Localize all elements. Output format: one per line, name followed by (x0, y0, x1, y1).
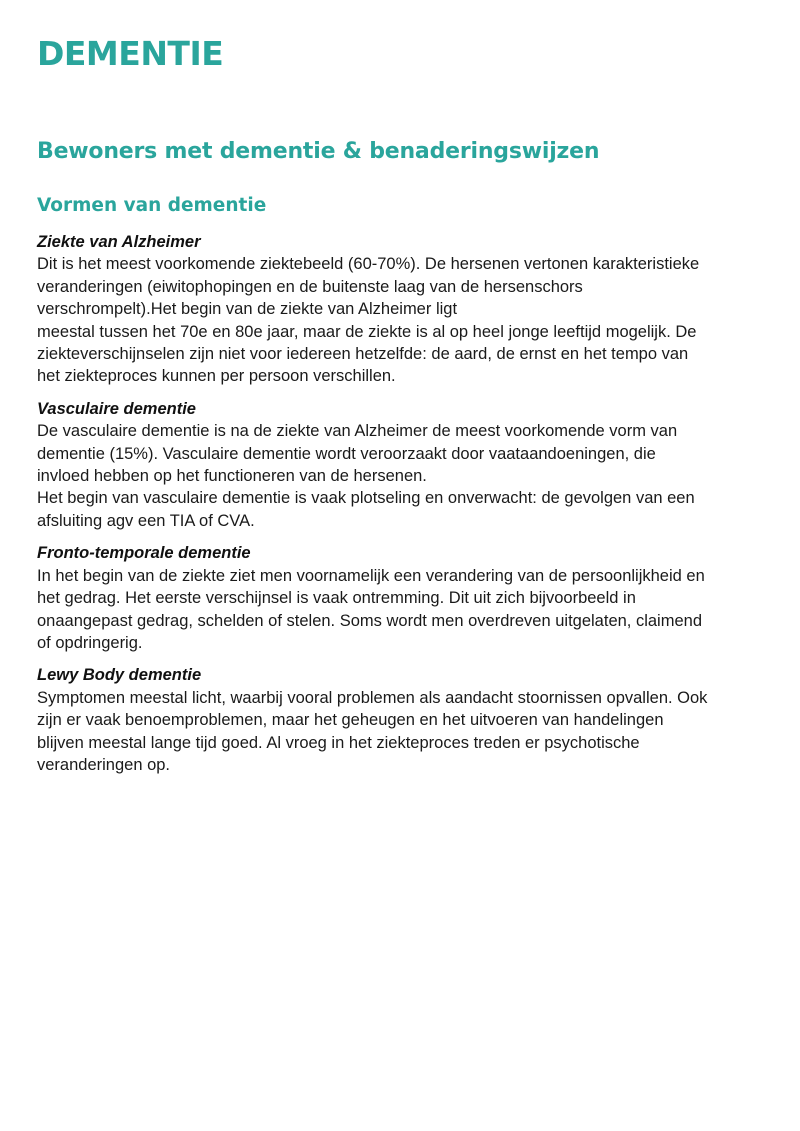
subsection-title: Vormen van dementie (37, 195, 267, 216)
paragraph-line: veranderingen (eiwitophopingen en de buitenste laag van de hersenschors (37, 277, 583, 296)
paragraph-line: verschrompelt).Het begin van de ziekte van Alzheimer ligt (37, 300, 458, 319)
paragraph-line: dementie (15%). Vasculaire dementie wordt veroorzaakt door vaataandoeningen, die (37, 444, 656, 463)
block-heading: Lewy Body dementie (37, 666, 202, 685)
block-vasculaire (37, 398, 767, 532)
paragraph-line: meestal tussen het 70e en 80e jaar, maar de ziekte is al op heel jonge leeftijd mogelijk. De (37, 322, 697, 341)
block-heading: Ziekte van Alzheimer (37, 233, 201, 251)
paragraph-line: of opdringerig. (37, 633, 143, 652)
paragraph-line: afsluiting agv een TIA of CVA. (37, 511, 255, 530)
block-heading: Fronto-temporale dementie (37, 544, 251, 563)
paragraph-line: onaangepast gedrag, schelden of stelen. Soms wordt men overdreven uitgelaten, claimend (37, 611, 702, 630)
paragraph-line: Het begin van vasculaire dementie is vaak plotseling en onverwacht: de gevolgen van een (37, 489, 695, 508)
block-fronto-temporale (37, 542, 767, 654)
paragraph-line: ziekteverschijnselen zijn niet voor iedereen hetzelfde: de aard, de ernst en het tempo van (37, 345, 689, 364)
content-body (37, 231, 767, 786)
block-heading: Vasculaire dementie (37, 399, 196, 418)
paragraph-line: invloed hebben op het functioneren van de hersenen. (37, 467, 427, 486)
paragraph-line: veranderingen op. (37, 755, 171, 774)
paragraph-line: Dit is het meest voorkomende ziektebeeld (60-70%). De hersenen vertonen karakteristieke (37, 255, 700, 274)
paragraph-line: blijven meestal lange tijd goed. Al vroeg in het ziekteproces treden er psychotische (37, 733, 640, 752)
paragraph-line: Symptomen meestal licht, waarbij vooral problemen als aandacht stoornissen opvallen. Ook (37, 688, 708, 707)
paragraph-line: In het begin van de ziekte ziet men voornamelijk een verandering van de persoonlijkheid en (37, 566, 705, 585)
paragraph-line: het ziekteproces kunnen per persoon verschillen. (37, 367, 396, 386)
section-title: Bewoners met dementie & benaderingswijzen (37, 139, 600, 164)
paragraph-line: het gedrag. Het eerste verschijnsel is vaak ontremming. Dit uit zich bijvoorbeeld in (37, 589, 636, 608)
block-lewy-body (37, 664, 767, 776)
paragraph-line: zijn er vaak benoemproblemen, maar het geheugen en het uitvoeren van handelingen (37, 711, 664, 730)
block-alzheimer (37, 231, 767, 388)
paragraph-line: De vasculaire dementie is na de ziekte van Alzheimer de meest voorkomende vorm van (37, 422, 678, 441)
main-title: DEMENTIE (37, 34, 224, 73)
